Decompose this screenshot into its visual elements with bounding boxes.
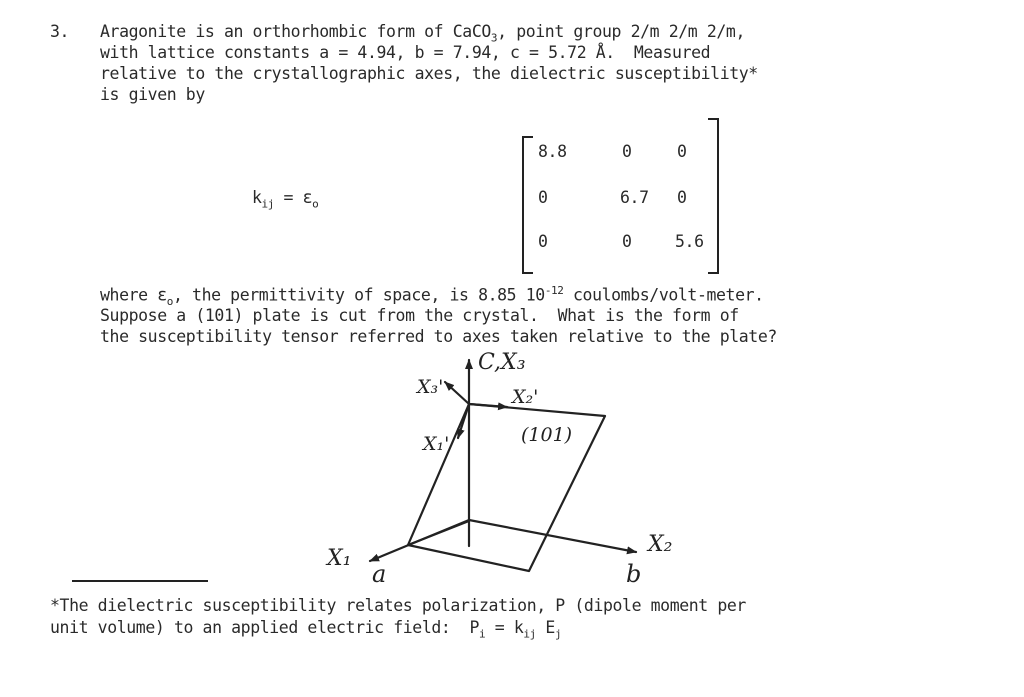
label-x1-prime: X₁': [423, 433, 450, 455]
matrix-cell-1-1: 8.8: [538, 142, 567, 161]
plate-101-outline: [408, 404, 605, 571]
x3-prime-arrow: [445, 382, 469, 404]
caco3-subscript: 3: [490, 31, 498, 45]
label-c-x3: C,X₃: [478, 350, 526, 375]
problem-line-4: is given by: [100, 85, 205, 104]
after-line-1-c: coulombs/volt-meter.: [563, 285, 764, 305]
matrix-cell-2-1: 0: [538, 188, 548, 207]
after-line-1-a: where ε: [100, 285, 167, 305]
p-subscript: i: [479, 627, 486, 641]
footnote-rule: [72, 580, 208, 582]
after-eps-subscript: o: [166, 294, 173, 308]
footnote-line-2: [50, 618, 561, 640]
k-symbol: k: [252, 188, 262, 207]
exponent: -12: [544, 284, 564, 297]
label-plane-101: (101): [521, 424, 573, 446]
k-subscript-footnote: ij: [523, 627, 536, 641]
footnote-line-2-c: E: [535, 618, 555, 637]
matrix-cell-2-3: 0: [677, 188, 687, 207]
k-subscript: ij: [261, 197, 274, 211]
x2-prime-arrow: [469, 404, 507, 407]
e-subscript: j: [554, 627, 562, 641]
after-line-2: Suppose a (101) plate is cut from the crystal. What is the form of: [100, 306, 739, 325]
matrix-cell-3-1: 0: [538, 232, 548, 251]
after-line-1-b: , the permittivity of space, is 8.85 10: [172, 285, 545, 305]
matrix-cell-3-3: 5.6: [675, 232, 704, 251]
matrix-cell-1-3: 0: [677, 142, 687, 161]
equals-epsilon: = ε: [274, 188, 313, 207]
after-line-3: the susceptibility tensor referred to axes taken relative to the plate?: [100, 327, 777, 346]
matrix-cell-2-2: 6.7: [620, 188, 649, 207]
problem-number: 3.: [50, 22, 70, 41]
label-x3-prime: X₃': [417, 376, 444, 398]
label-b: b: [626, 560, 642, 588]
matrix-cell-1-2: 0: [622, 142, 632, 161]
label-x1: X₁: [327, 546, 352, 571]
label-x2-prime: X₂': [512, 386, 539, 408]
label-a: a: [372, 560, 387, 588]
problem-line-1-rest: , point group 2/m 2/m 2/m,: [497, 22, 746, 41]
matrix-cell-3-2: 0: [622, 232, 632, 251]
problem-line-3: relative to the crystallographic axes, the dielectric susceptibility*: [100, 64, 758, 83]
footnote-line-2-a: unit volume) to an applied electric field: P: [50, 618, 480, 637]
problem-line-1-text: Aragonite is an orthorhombic form of CaCO: [100, 22, 491, 41]
footnote-line-2-b: = k: [485, 618, 524, 637]
problem-line-2: with lattice constants a = 4.94, b = 7.94, c = 5.72 Å. Measured: [100, 43, 711, 62]
x1-prime-arrow: [458, 404, 469, 438]
label-x2: X₂: [648, 532, 673, 557]
epsilon-subscript: o: [312, 197, 319, 211]
footnote-line-1: *The dielectric susceptibility relates polarization, P (dipole moment per: [50, 596, 746, 615]
